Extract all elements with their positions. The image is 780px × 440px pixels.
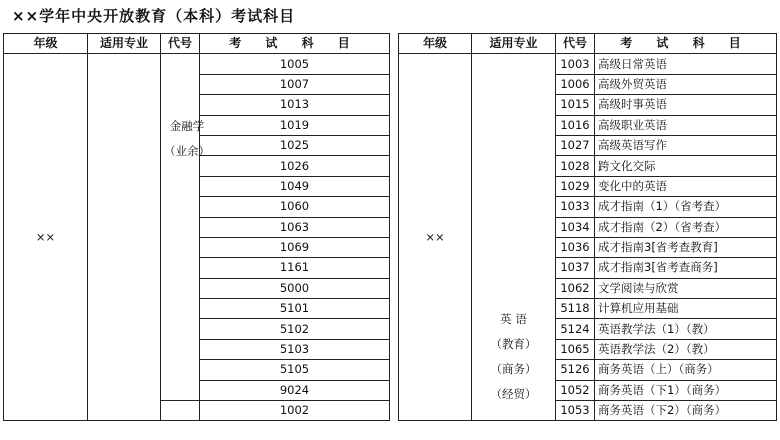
course-code: 1028 — [556, 156, 595, 176]
course-code: 5000 — [200, 278, 390, 298]
major-line: （商务） — [490, 362, 537, 377]
course-code: 1060 — [200, 197, 390, 217]
course-name: 成才指南3[省考查商务] — [595, 258, 777, 278]
course-name: 商务英语（下2）（商务） — [595, 401, 777, 421]
course-code: 5102 — [200, 319, 390, 339]
course-name: 英语教学法（2）（教） — [595, 339, 777, 359]
course-code: 5118 — [556, 299, 595, 319]
major-name — [164, 54, 210, 164]
course-code: 1049 — [200, 176, 390, 196]
course-name: 跨文化交际 — [595, 156, 777, 176]
grade-cell: ×× — [4, 54, 88, 421]
course-code: 1161 — [200, 258, 390, 278]
course-code: 5103 — [200, 339, 390, 359]
course-code: 1029 — [556, 176, 595, 196]
header-course: 考 试 科 目 — [595, 34, 777, 54]
course-name: 英语教学法（1）（教） — [595, 319, 777, 339]
major-line: 金融学 — [169, 119, 205, 134]
major-cell-blank — [88, 54, 161, 421]
course-name: 高级时事英语 — [595, 95, 777, 115]
course-code: 1005 — [200, 54, 390, 74]
course-code: 1013 — [200, 95, 390, 115]
course-code: 1069 — [200, 237, 390, 257]
course-code: 1036 — [556, 237, 595, 257]
course-name: 高级英语写作 — [595, 135, 777, 155]
course-name: 文学阅读与欣赏 — [595, 278, 777, 298]
course-code: 1053 — [556, 401, 595, 421]
course-code: 1037 — [556, 258, 595, 278]
header-row — [4, 34, 390, 54]
major-cell — [472, 54, 556, 421]
course-code: 1052 — [556, 380, 595, 400]
major-cell — [161, 54, 210, 401]
table-row — [4, 54, 390, 74]
course-code: 9024 — [200, 380, 390, 400]
document-title: ××学年中央开放教育（本科）考试科目 — [12, 7, 296, 25]
course-code: 1019 — [200, 115, 390, 135]
course-code: 1063 — [200, 217, 390, 237]
course-code: 1065 — [556, 339, 595, 359]
table-body-right — [399, 54, 777, 421]
course-name: 高级日常英语 — [595, 54, 777, 74]
course-name: 成才指南（2）（省考查） — [595, 217, 777, 237]
course-name: 高级外贸英语 — [595, 74, 777, 94]
course-name: 计算机应用基础 — [595, 299, 777, 319]
major-line: （教育） — [490, 337, 537, 352]
major-line: （业余） — [164, 144, 210, 159]
table-row — [399, 54, 777, 74]
header-grade: 年级 — [399, 34, 472, 54]
course-code: 1007 — [200, 74, 390, 94]
grade-cell: ×× — [399, 54, 472, 421]
header-code: 代号 — [556, 34, 595, 54]
course-code: 1006 — [556, 74, 595, 94]
course-code: 1027 — [556, 135, 595, 155]
course-name: 商务英语（下1）（商务） — [595, 380, 777, 400]
major-name — [491, 67, 537, 407]
course-name: 变化中的英语 — [595, 176, 777, 196]
course-code: 1034 — [556, 217, 595, 237]
header-course: 考 试 科 目 — [200, 34, 390, 54]
course-code: 5101 — [200, 299, 390, 319]
course-code: 1002 — [200, 401, 390, 421]
exam-table-right — [398, 33, 777, 421]
course-code: 5126 — [556, 360, 595, 380]
course-code: 5124 — [556, 319, 595, 339]
course-code: 5105 — [200, 360, 390, 380]
course-code: 1015 — [556, 95, 595, 115]
course-code: 1025 — [200, 135, 390, 155]
header-major: 适用专业 — [472, 34, 556, 54]
exam-table-left — [3, 33, 390, 421]
major-line: （经贸） — [490, 387, 537, 402]
major-line: 英 语 — [500, 312, 527, 327]
header-grade: 年级 — [4, 34, 88, 54]
header-major: 适用专业 — [88, 34, 161, 54]
course-name: 成才指南（1）（省考查） — [595, 197, 777, 217]
major-cell-blank — [161, 401, 200, 421]
course-code: 1016 — [556, 115, 595, 135]
course-code: 1003 — [556, 54, 595, 74]
course-name: 成才指南3[省考查教育] — [595, 237, 777, 257]
course-code: 1026 — [200, 156, 390, 176]
course-code: 1062 — [556, 278, 595, 298]
header-row — [399, 34, 777, 54]
header-code: 代号 — [161, 34, 200, 54]
course-name: 商务英语（上）（商务） — [595, 360, 777, 380]
table-body-left — [4, 54, 390, 421]
course-code: 1033 — [556, 197, 595, 217]
course-name: 高级职业英语 — [595, 115, 777, 135]
